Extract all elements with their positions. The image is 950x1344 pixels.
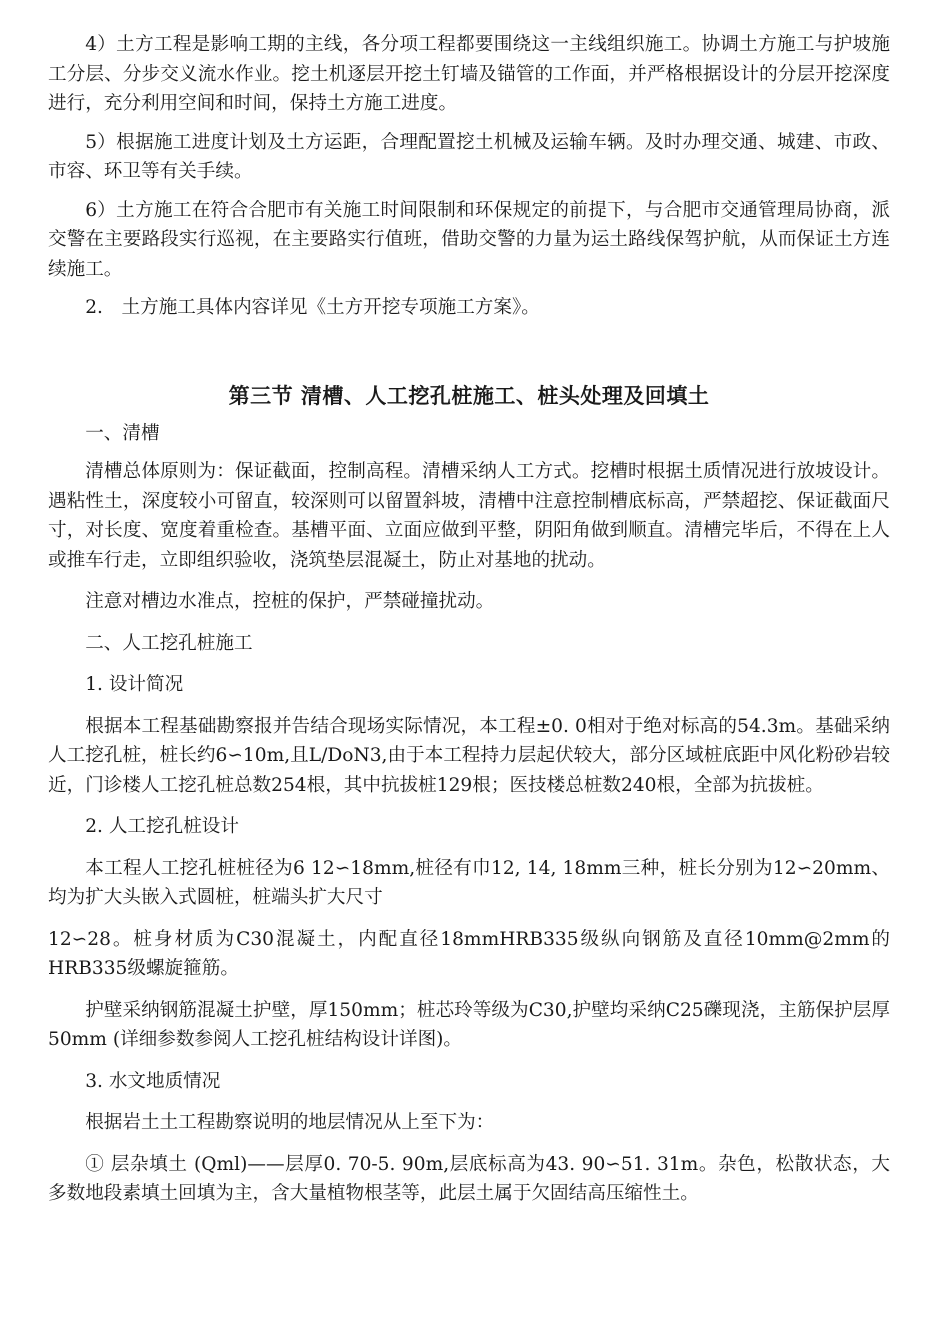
paragraph-strata-intro: 根据岩土土工程勘察说明的地层情况从上至下为： <box>85 1112 495 1133</box>
paragraph-stratum-fill: ① 层杂填土 (Qml)——层厚0. 70-5. 90m,层底标高为43. 90∽51. 31m。杂色，松散状态，大多数地段素填土回填为主，含大量植物根茎等，此层土属于欠固结高压缩性土。 <box>48 1153 890 1204</box>
heading-hydrogeology: 3. 水文地质情况 <box>85 1070 221 1092</box>
document-page <box>48 30 890 1209</box>
paragraph-earthwork-plan-ref: 2. 土方施工具体内容详见《土方开挖专项施工方案》。 <box>85 297 540 318</box>
paragraph-design-overview: 根据本工程基础勘察报并告结合现场实际情况，本工程±0. 0相对于绝对标高的54.3m。基础采纳人工挖孔桩，桩长约6∽10m,且L/DoN3,由于本工程持力层起伏较大，部分区域桩底距中风化粉砂岩较近，门诊楼人工挖孔桩总数254根，其中抗拔桩129根；医技楼总桩数240根，全部为抗拔桩。 <box>48 715 890 796</box>
heading-pile-design: 2. 人工挖孔桩设计 <box>85 816 239 837</box>
heading-clear-trench: 一、清槽 <box>85 422 160 444</box>
heading-manual-bored-piles: 二、人工挖孔桩施工 <box>85 632 253 654</box>
paragraph-pile-diameter: 本工程人工挖孔桩桩径为6 12∽18mm,桩径有巾12, 14, 18mm三种，桩长分别为12∽20mm、均为扩大头嵌入式圆桩，桩端头扩大尺寸 <box>48 857 890 908</box>
paragraph-earthwork-mainline: 4）土方工程是影响工期的主线，各分项工程都要围绕这一主线组织施工。协调土方施工与护坡施工分层、分步交义流水作业。挖土机逐层开挖土钉墙及锚管的工作面，并严格根据设计的分层开挖深度进行，充分利用空间和时间，保持土方施工进度。 <box>48 34 890 114</box>
paragraph-earthwork-machinery: 5）根据施工进度计划及土方运距，合理配置挖土机械及运输车辆。及时办理交通、城建、市政、市容、环卫等有关手续。 <box>48 131 890 182</box>
paragraph-clear-trench-principle: 清槽总体原则为：保证截面，控制高程。清槽采纳人工方式。挖槽时根据土质情况进行放坡设计。遇粘性土，深度较小可留直，较深则可以留置斜坡，清槽中注意控制槽底标高，严禁超挖、保证截面尺寸，对长度、宽度着重检查。基槽平面、立面应做到平整，阴阳角做到顺直。清槽完毕后，不得在上人或推车行走，立即组织验收，浇筑垫层混凝土，防止对基地的扰动。 <box>48 461 890 571</box>
paragraph-pile-material: 12∽28。桩身材质为C30混凝土，内配直径18mmHRB335级纵向钢筋及直径10mm@2mm的HRB335级螺旋箍筋。 <box>48 928 890 979</box>
paragraph-retaining-wall: 护壁采纳钢筋混凝土护壁，厚150mm；桩芯玲等级为C30,护壁均采纳C25礫现浇，主筋保护层厚50mm (详细参数参阅人工挖孔桩结构设计详图)。 <box>48 999 890 1050</box>
paragraph-earthwork-traffic: 6）土方施工在符合合肥市有关施工时间限制和环保规定的前提下，与合肥市交通管理局协商，派交警在主要路段实行巡视，在主要路实行值班，借助交警的力量为运土路线保驾护航，从而保证土方连续施工。 <box>48 199 890 280</box>
heading-design-overview: 1. 设计简况 <box>85 674 184 695</box>
paragraph-protect-benchmarks: 注意对槽边水准点，控桩的保护，严禁碰撞扰动。 <box>85 591 495 612</box>
section-title: 第三节 清槽、人工挖孔桩施工、桩头处理及回填土 <box>228 383 710 408</box>
